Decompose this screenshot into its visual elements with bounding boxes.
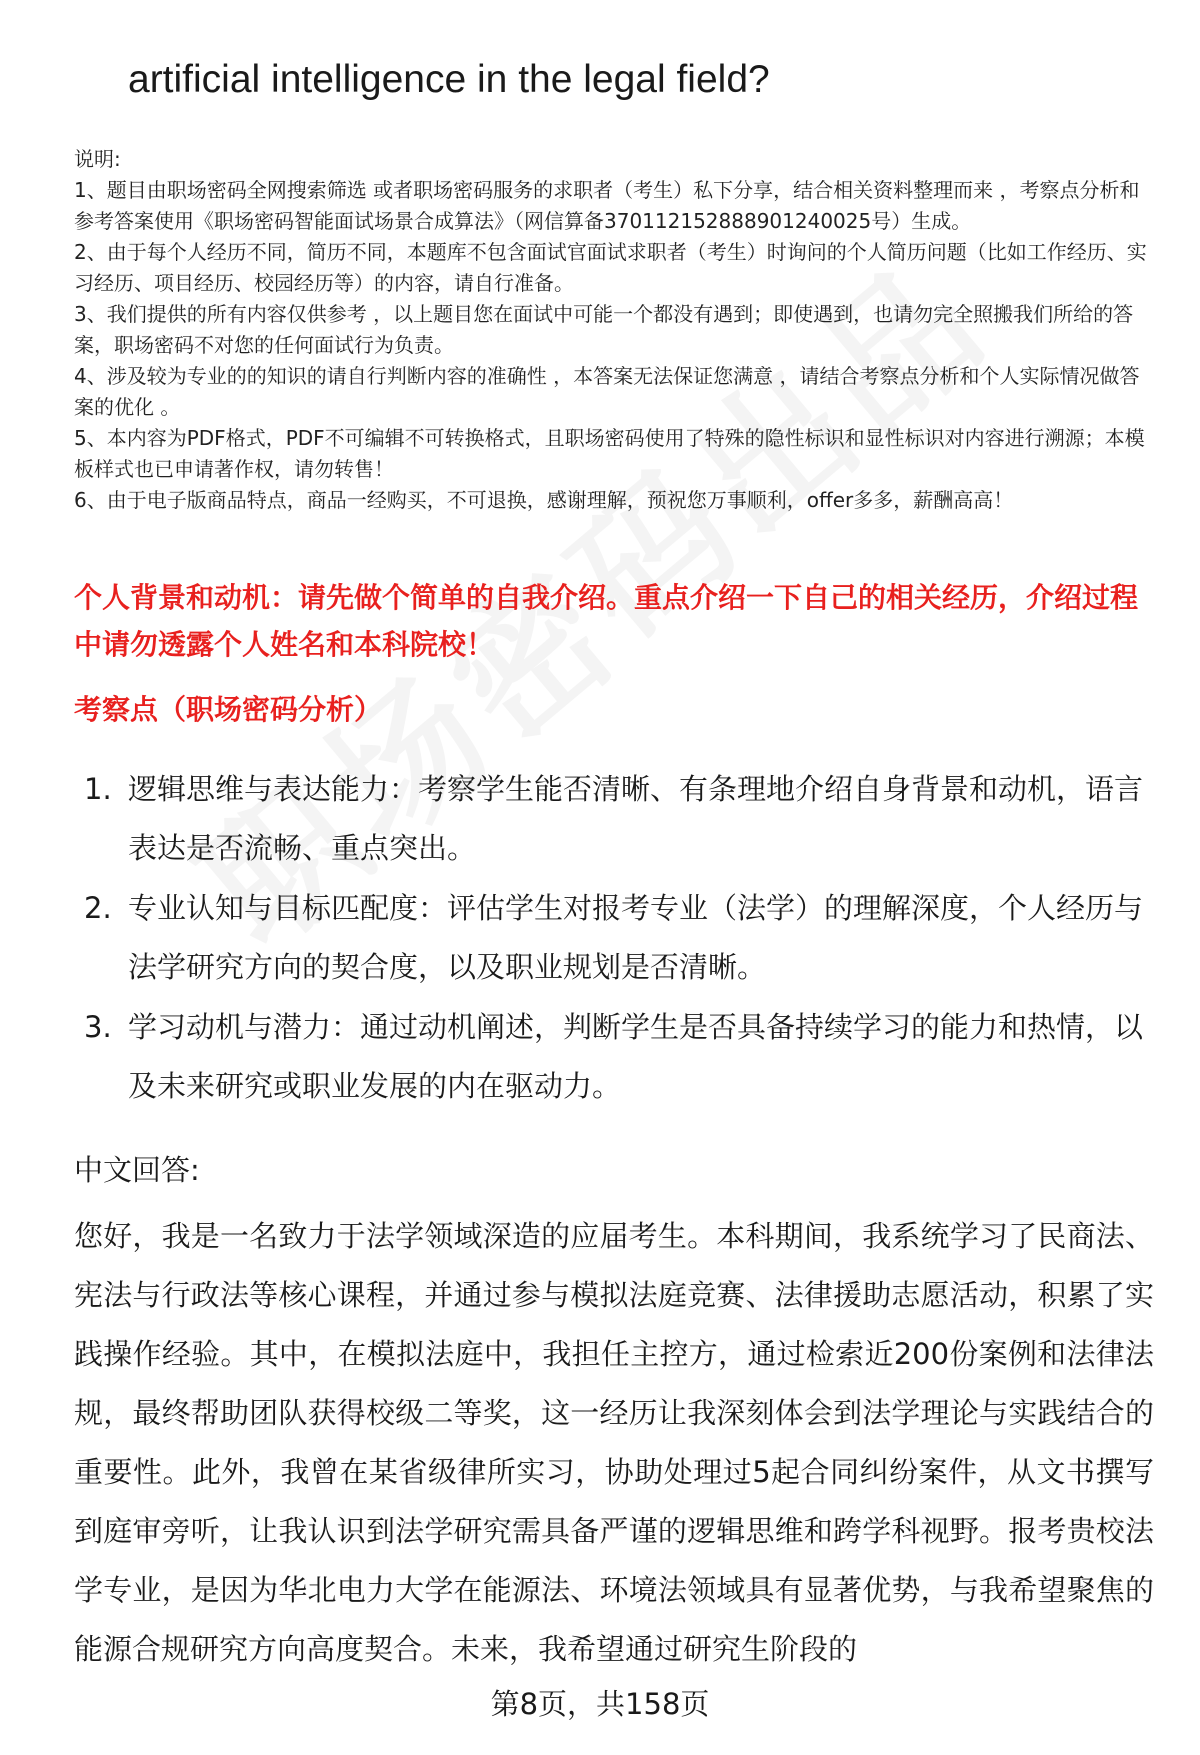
point-text: 专业认知与目标匹配度：评估学生对报考专业（法学）的理解深度，个人经历与法学研究方向的契合度，以及职业规划是否清晰。: [128, 891, 1144, 984]
note-item: 1、题目由职场密码全网搜索筛选 或者职场密码服务的求职者（考生）私下分享，结合相关资料整理而来 ，考察点分析和参考答案使用《职场密码智能面试场景合成算法》（网信算备370112152888901240025号）生成。: [74, 178, 1140, 233]
note-item: 3、我们提供的所有内容仅供参考 ，以上题目您在面试中可能一个都没有遇到；即使遇到，也请勿完全照搬我们所给的答案，职场密码不对您的任何面试行为负责。: [74, 302, 1134, 357]
analysis-title: 考察点（职场密码分析）: [74, 693, 383, 726]
answer-title: 中文回答:: [74, 1153, 200, 1187]
answer-body: 您好，我是一名致力于法学领域深造的应届考生。本科期间，我系统学习了民商法、宪法与行政法等核心课程，并通过参与模拟法庭竞赛、法律援助志愿活动，积累了实践操作经验。其中，在模拟法庭中，我担任主控方，通过检索近200份案例和法律法规，最终帮助团队获得校级二等奖，这一经历让我深刻体会到法学理论与实践结合的重要性。此外，我曾在某省级律所实习，协助处理过5起合同纠纷案件，从文书撰写到庭审旁听，让我认识到法学研究需具备严谨的逻辑思维和跨学科视野。报考贵校法学专业，是因为华北电力大学在能源法、环境法领域具有显著优势，与我希望聚焦的能源合规研究方向高度契合。未来，我希望通过研究生阶段的: [74, 1219, 1154, 1666]
note-item: 2、由于每个人经历不同，简历不同，本题库不包含面试官面试求职者（考生）时询问的个人简历问题（比如工作经历、实习经历、项目经历、校园经历等）的内容，请自行准备。: [74, 240, 1147, 295]
analysis-point: [74, 879, 1154, 997]
point-text: 逻辑思维与表达能力：考察学生能否清晰、有条理地介绍自身背景和动机，语言表达是否流畅、重点突出。: [128, 772, 1144, 865]
point-number: 3.: [84, 1010, 112, 1044]
analysis-point: [74, 760, 1154, 878]
analysis-points-list: [74, 760, 1154, 1117]
note-item: 5、本内容为PDF格式，PDF不可编辑不可转换格式，且职场密码使用了特殊的隐性标识和显性标识对内容进行溯源；本模板样式也已申请著作权，请勿转售！: [74, 426, 1145, 481]
analysis-point: [74, 998, 1154, 1116]
notes-section: [74, 144, 1154, 516]
point-number: 1.: [84, 772, 112, 806]
point-text: 学习动机与潜力：通过动机阐述，判断学生是否具备持续学习的能力和热情，以及未来研究或职业发展的内在驱动力。: [128, 1010, 1144, 1103]
question-heading-continuation: artificial intelligence in the legal field?: [128, 58, 770, 101]
point-number: 2.: [84, 891, 112, 925]
notes-title: 说明:: [74, 147, 121, 171]
page-number: 第8页，共158页: [490, 1687, 710, 1721]
interview-question: 个人背景和动机：请先做个简单的自我介绍。重点介绍一下自己的相关经历，介绍过程中请勿透露个人姓名和本科院校！: [74, 581, 1139, 661]
note-item: 6、由于电子版商品特点，商品一经购买，不可退换，感谢理解，预祝您万事顺利，offer多多，薪酬高高！: [74, 488, 1014, 512]
note-item: 4、涉及较为专业的的知识的请自行判断内容的准确性 ，本答案无法保证您满意 ，请结合考察点分析和个人实际情况做答案的优化 。: [74, 364, 1140, 419]
